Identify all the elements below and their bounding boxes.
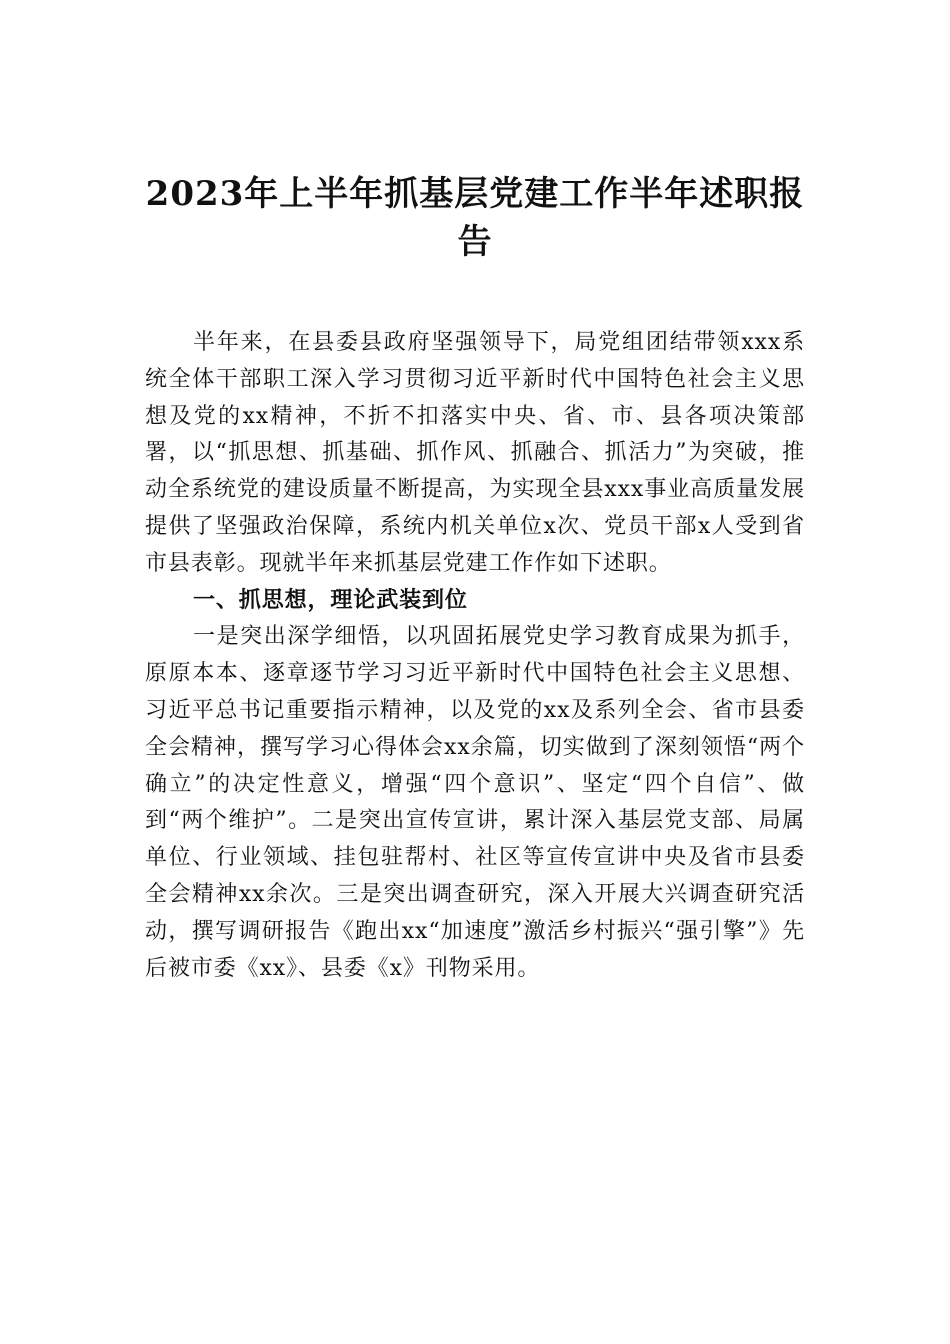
document-body	[145, 325, 805, 987]
section-paragraph: 一是突出深学细悟，以巩固拓展党史学习教育成果为抓手，原原本本、逐章逐节学习习近平新时代中国特色社会主义思想、习近平总书记重要指示精神，以及党的xx及系列全会、省市县委全会精神，撰写学习心得体会xx余篇，切实做到了深刻领悟“两个确立”的决定性意义，增强“四个意识”、坚定“四个自信”、做到“两个维护”。二是突出宣传宣讲，累计深入基层党支部、局属单位、行业领域、挂包驻帮村、社区等宣传宣讲中央及省市县委全会精神xx余次。三是突出调查研究，深入开展大兴调查研究活动，撰写调研报告《跑出xx“加速度”激活乡村振兴“强引擎”》先后被市委《xx》、县委《x》刊物采用。	[145, 624, 805, 981]
section-heading: 一、抓思想，理论武装到位	[193, 587, 468, 613]
intro-paragraph: 半年来，在县委县政府坚强领导下，局党组团结带领xxx系统全体干部职工深入学习贯彻习近平新时代中国特色社会主义思想及党的xx精神，不折不扣落实中央、省、市、县各项决策部署，以“抓思想、抓基础、抓作风、抓融合、抓活力”为突破，推动全系统党的建设质量不断提高，为实现全县xxx事业高质量发展提供了坚强政治保障，系统内机关单位x次、党员干部x人受到省市县表彰。现就半年来抓基层党建工作作如下述职。	[145, 330, 805, 576]
document-title: 2023年上半年抓基层党建工作半年述职报告	[145, 174, 805, 262]
